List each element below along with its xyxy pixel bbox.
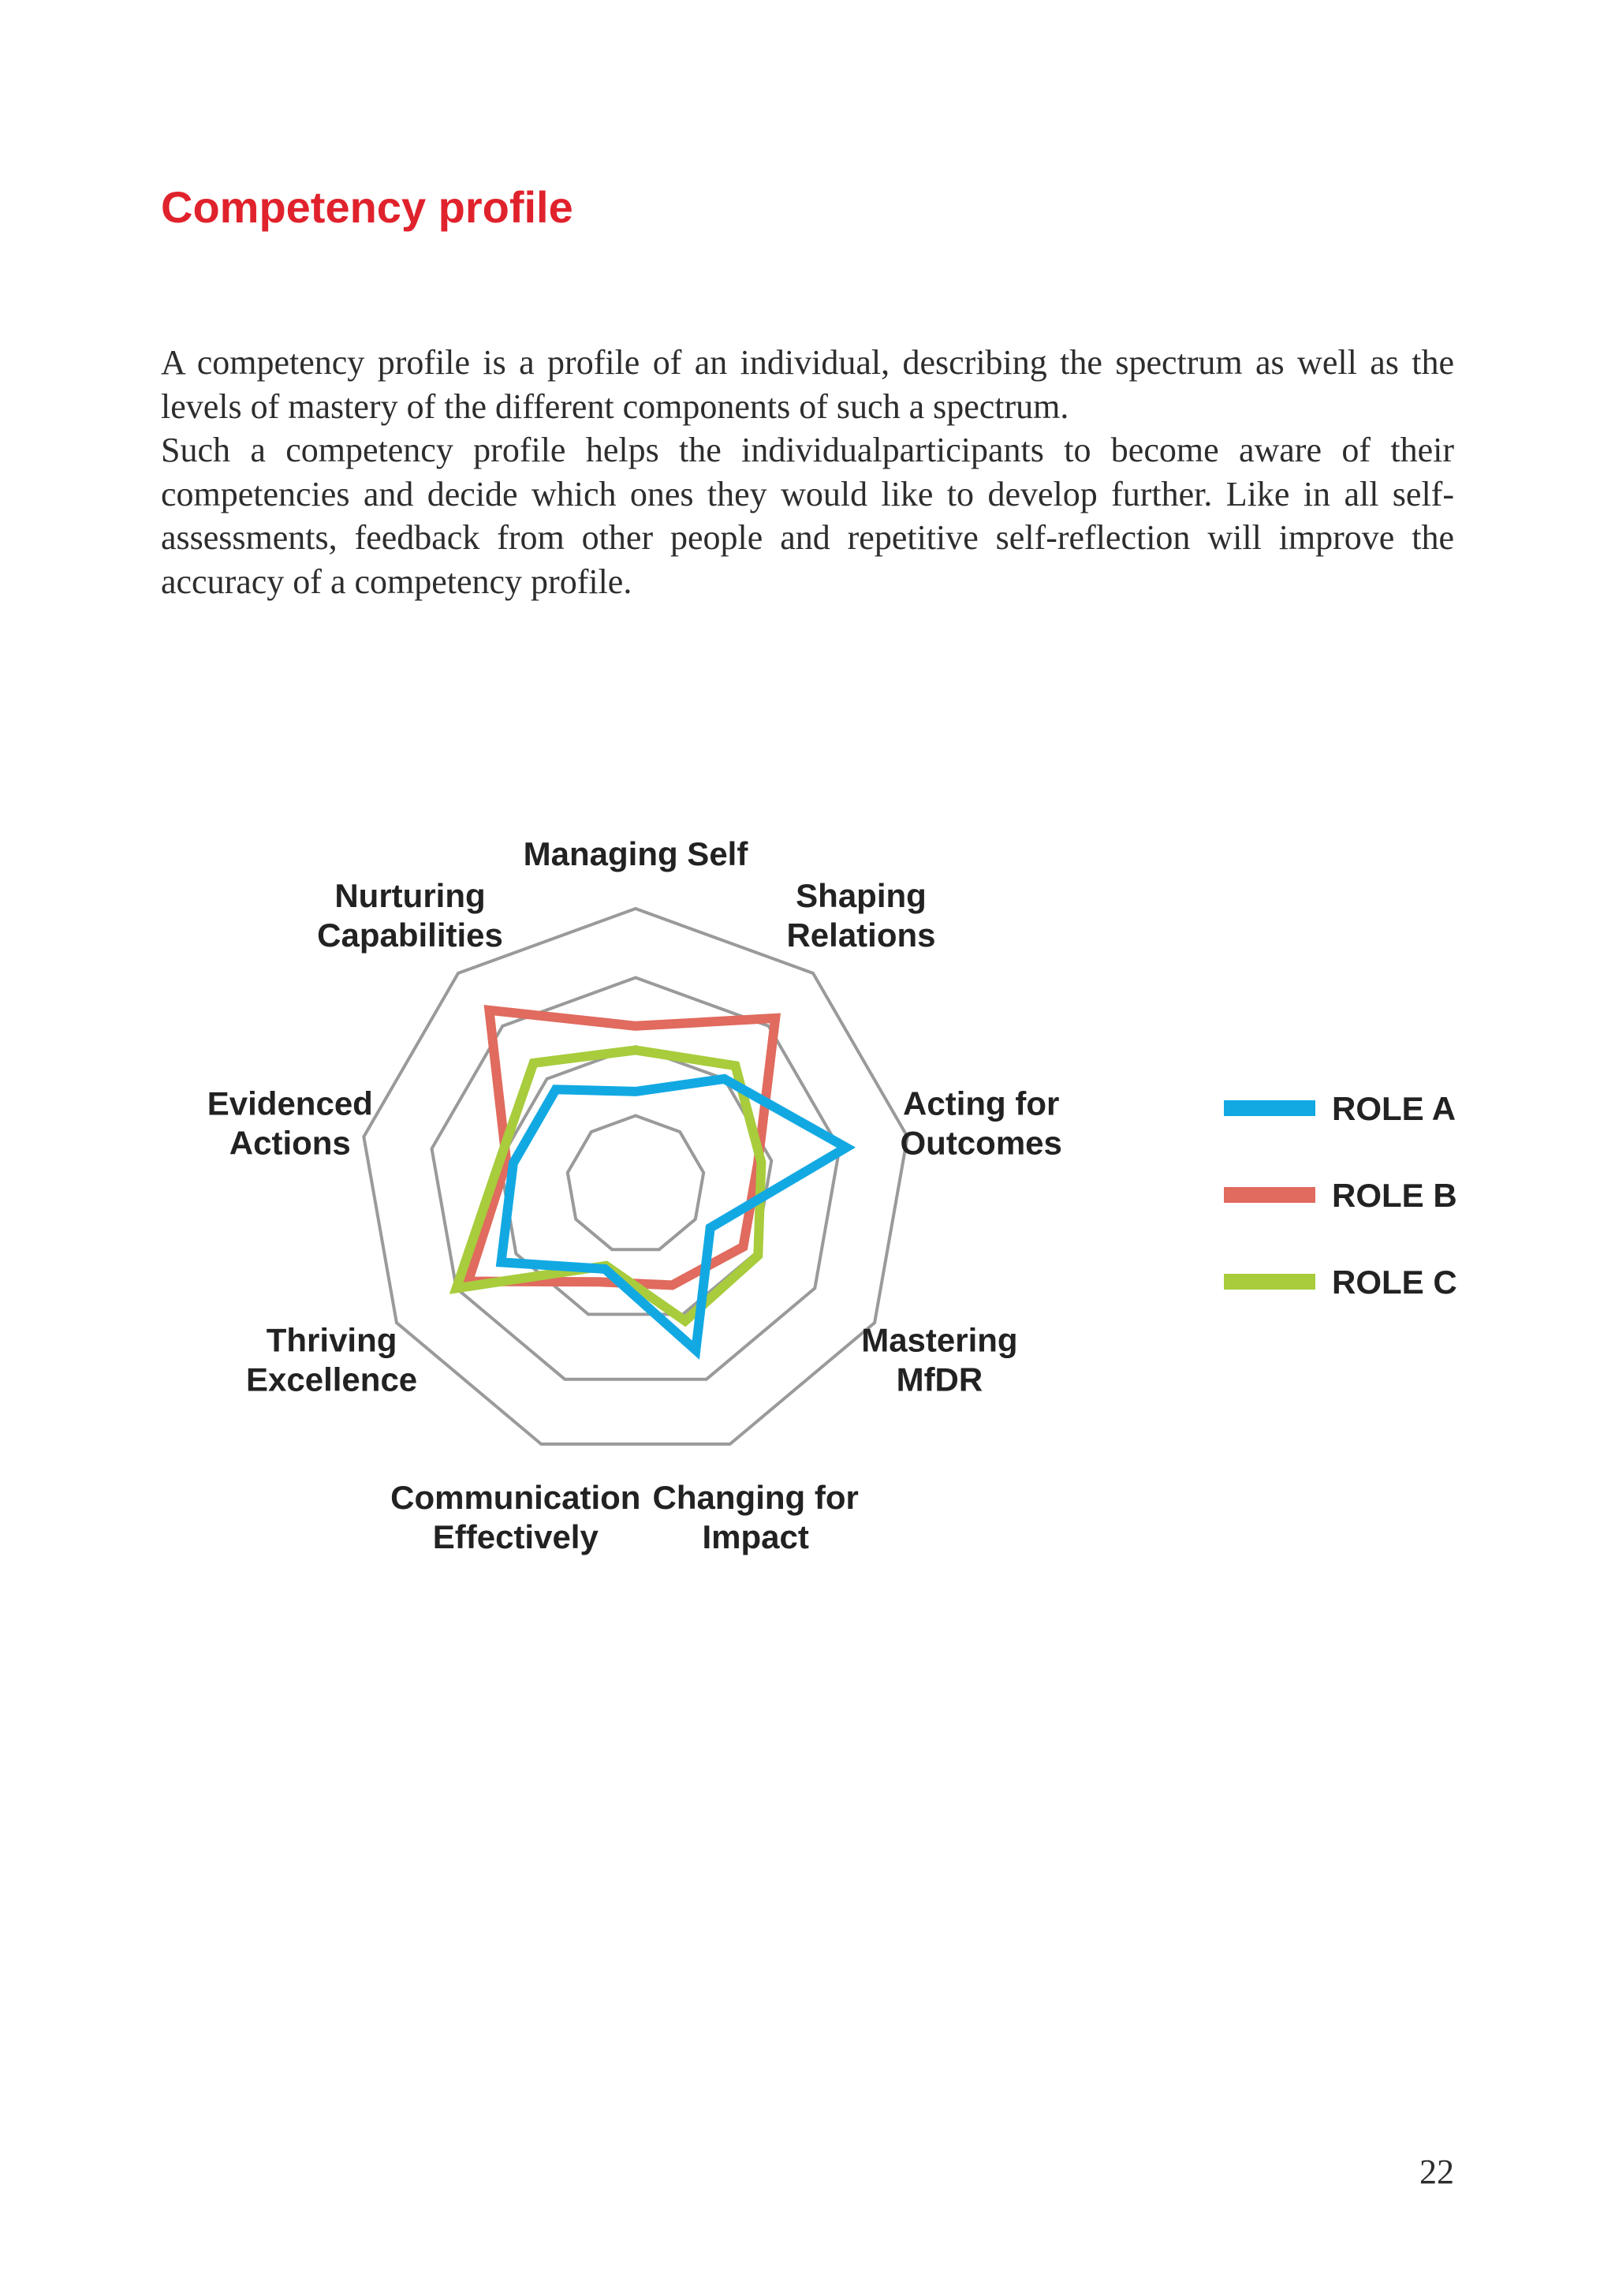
axis-label-line: Nurturing [334, 877, 486, 915]
axis-label-line: Effectively [432, 1518, 599, 1556]
axis-label-managing-self [524, 835, 749, 872]
axis-label-changing-for-impact [653, 1479, 859, 1555]
axis-label-line: Mastering [861, 1321, 1018, 1359]
legend-swatch-role-b [1224, 1187, 1315, 1203]
axis-label-thriving-excellence [246, 1322, 417, 1398]
axis-label-line: Outcomes [900, 1124, 1062, 1162]
page-number: 22 [1419, 2152, 1454, 2191]
legend-swatch-role-c [1224, 1274, 1315, 1290]
axis-label-line: Shaping [796, 877, 927, 915]
axis-label-line: Relations [786, 917, 936, 954]
axis-label-evidenced-actions [207, 1085, 373, 1162]
legend-label-role-c: ROLE C [1332, 1264, 1457, 1301]
axis-label-line: Actions [229, 1124, 351, 1162]
axis-label-shaping-relations [786, 877, 935, 954]
paragraph-2: Such a competency profile helps the individualparticipants to become aware of their competencies and decide which ones they would like to develop further. Like in all self-assessments, feedback from other people and repetitive self-reflection will improve the accuracy of a competency profile. [161, 431, 1454, 601]
chart-legend [1224, 1090, 1457, 1301]
axis-label-line: Acting for [903, 1085, 1060, 1122]
axis-label-line: Managing Self [523, 835, 748, 872]
axis-label-line: Changing for [652, 1479, 859, 1517]
radar-axis-labels [207, 835, 1062, 1555]
axis-label-line: Capabilities [317, 917, 503, 954]
axis-label-mastering-mfdr [861, 1322, 1017, 1398]
legend-label-role-a: ROLE A [1332, 1090, 1456, 1127]
legend-swatch-role-a [1224, 1100, 1315, 1116]
grid-ring-1 [568, 1116, 703, 1250]
grid-ring-4 [364, 909, 907, 1444]
axis-label-line: Thriving [266, 1321, 397, 1359]
axis-label-acting-for-outcomes [901, 1085, 1062, 1162]
axis-label-line: Evidenced [207, 1085, 373, 1122]
page-title: Competency profile [161, 182, 573, 232]
axis-label-communication-effectively [390, 1479, 640, 1555]
axis-label-line: Communication [390, 1479, 641, 1517]
legend-label-role-b: ROLE B [1332, 1177, 1457, 1214]
radar-grid [364, 909, 907, 1444]
axis-label-line: Excellence [246, 1361, 418, 1398]
paragraph-1: A competency profile is a profile of an individual, describing the spectrum as well as the levels of mastery of the different components of such a spectrum. [161, 343, 1454, 426]
axis-label-line: MfDR [896, 1361, 983, 1398]
axis-label-line: Impact [702, 1518, 809, 1556]
axis-label-nurturing-capabilities [317, 877, 503, 954]
